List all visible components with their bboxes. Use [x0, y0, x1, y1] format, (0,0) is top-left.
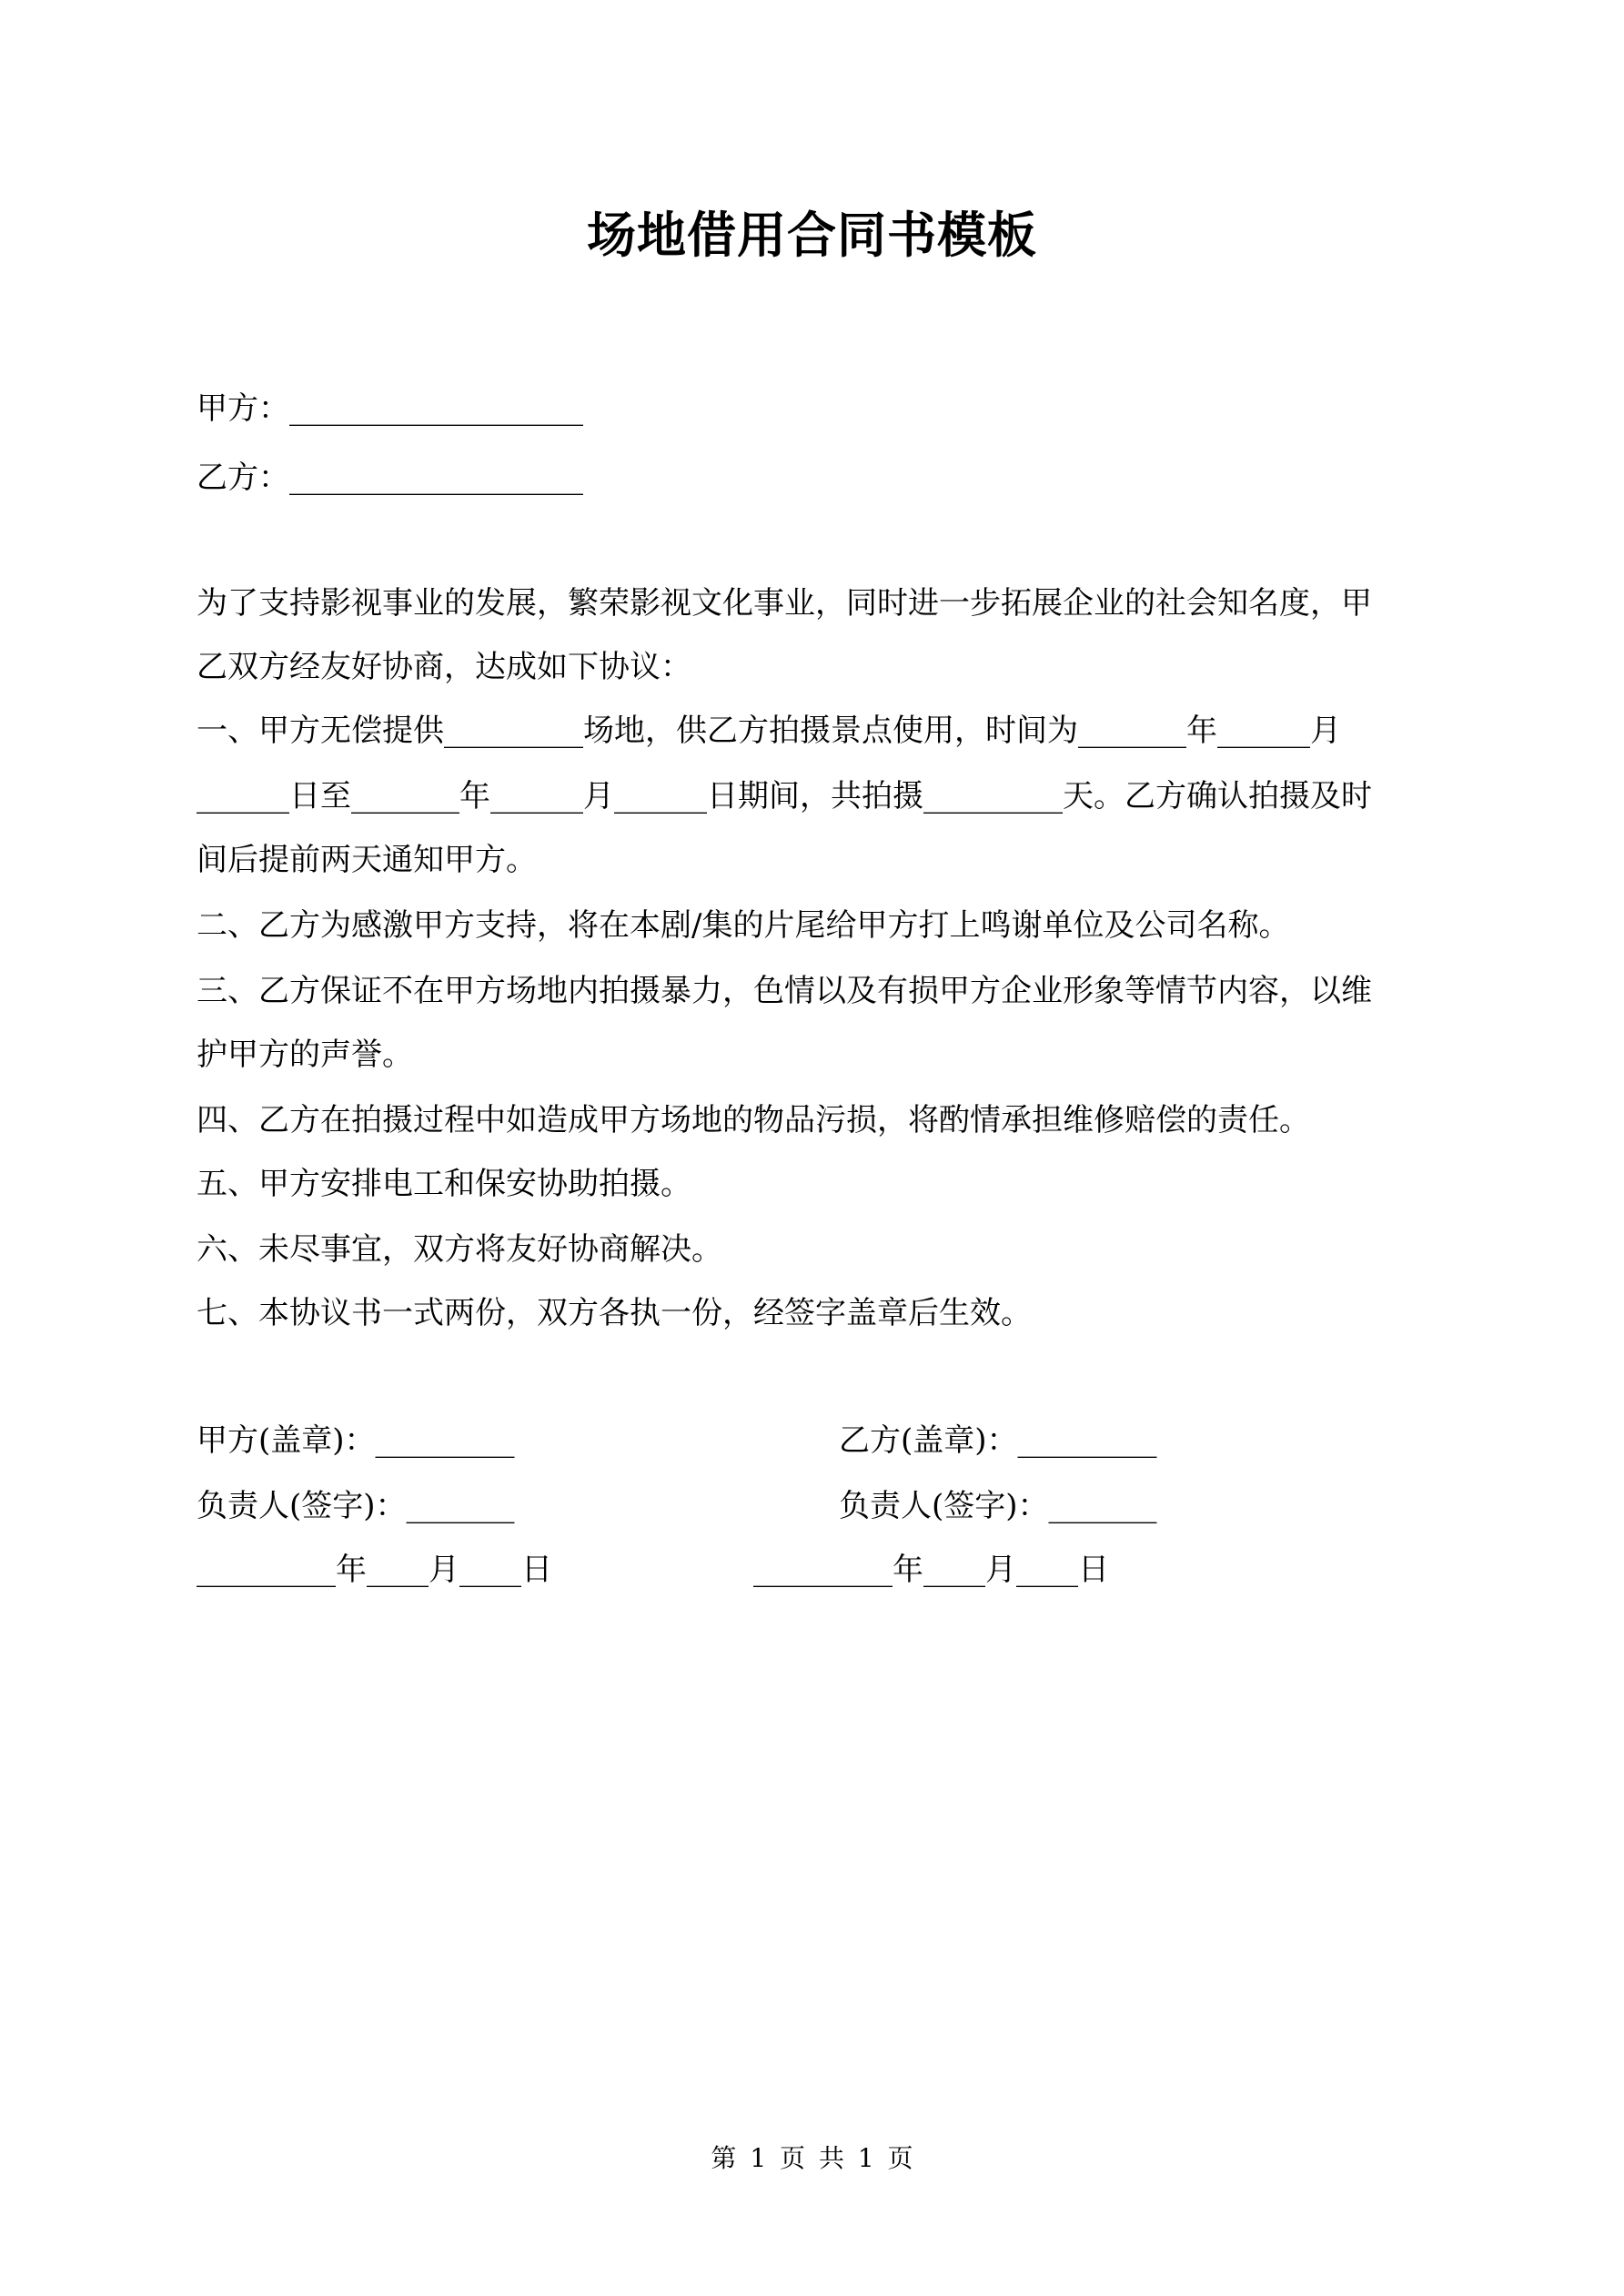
party-a-date-line: _________年____月____日: [197, 1552, 552, 1588]
clause-1-line: 一、甲方无偿提供_________场地，供乙方拍摄景点使用，时间为_______年______月: [197, 713, 1341, 749]
party-a-signer-line: 负责人(签字)：_______: [197, 1488, 515, 1524]
clause-1-line: 间后提前两天通知甲方。: [197, 842, 537, 878]
clause-6: 六、未尽事宜，双方将友好协商解决。: [197, 1231, 722, 1268]
intro-paragraph-line: 乙双方经友好协商，达成如下协议：: [197, 649, 691, 685]
party-b-line: 乙方：___________________: [197, 460, 583, 496]
document-title: 场地借用合同书模板: [587, 206, 1037, 264]
party-b-date-line: _________年____月____日: [753, 1552, 1109, 1588]
party-a-line: 甲方：___________________: [197, 390, 583, 427]
clause-7: 七、本协议书一式两份，双方各执一份，经签字盖章后生效。: [197, 1295, 1032, 1331]
clause-3-line: 护甲方的声誉。: [197, 1037, 413, 1073]
clause-4: 四、乙方在拍摄过程中如造成甲方场地的物品污损，将酌情承担维修赔偿的责任。: [197, 1102, 1310, 1138]
party-b-signer-line: 负责人(签字)：_______: [839, 1488, 1157, 1524]
party-a-seal-line: 甲方(盖章)：_________: [197, 1422, 515, 1459]
page-number-footer: 第 1 页 共 1 页: [711, 2143, 913, 2173]
party-b-seal-line: 乙方(盖章)：_________: [839, 1422, 1157, 1459]
clause-5: 五、甲方安排电工和保安协助拍摄。: [197, 1166, 691, 1202]
clause-2: 二、乙方为感激甲方支持，将在本剧/集的片尾给甲方打上鸣谢单位及公司名称。: [197, 907, 1290, 944]
clause-1-line: ______日至_______年______月______日期间，共拍摄_________天。乙方确认拍摄及时: [197, 778, 1372, 814]
clause-3-line: 三、乙方保证不在甲方场地内拍摄暴力，色情以及有损甲方企业形象等情节内容，以维: [197, 973, 1372, 1009]
intro-paragraph-line: 为了支持影视事业的发展，繁荣影视文化事业，同时进一步拓展企业的社会知名度，甲: [197, 585, 1372, 622]
